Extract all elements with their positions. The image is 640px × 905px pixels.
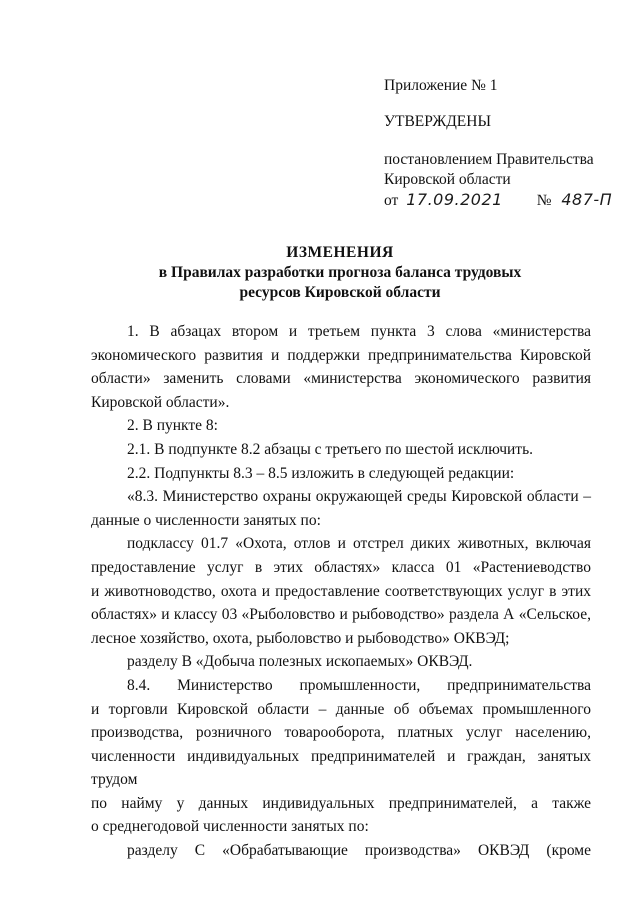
approved-label: УТВЕРЖДЕНЫ <box>384 113 491 130</box>
paragraph-8-line-1 <box>91 674 591 698</box>
paragraph-1-line-1: 1. В абзацах втором и третьем пункта 3 слова «министерства <box>127 323 591 340</box>
paragraph-8-line-4: численности индивидуальных предпринимателей и граждан, занятых трудом <box>91 747 591 789</box>
paragraph-8-word: промышленности, <box>299 676 421 694</box>
paragraph-8-word: 8.4. <box>127 676 151 694</box>
paragraph-9-word: ОКВЭД <box>477 842 530 860</box>
paragraph-8-line-6: о среднегодовой численности занятых по: <box>91 818 369 836</box>
paragraph-6-line-4: областях» и классу 03 «Рыболовство и рыбоводство» раздела А «Сельское, <box>91 606 591 624</box>
title-line-1: ИЗМЕНЕНИЯ <box>286 244 394 261</box>
paragraph-8-word: предпринимательства <box>447 676 591 694</box>
approval-block <box>384 76 614 211</box>
from-label: от <box>384 192 399 209</box>
document-body <box>91 320 591 863</box>
paragraph-7: разделу B «Добыча полезных ископаемых» ОКВЭД. <box>127 653 473 671</box>
paragraph-8-line-2: и торговли Кировской области – данные об объемах промышленного <box>91 700 591 718</box>
paragraph-3: 2.1. В подпункте 8.2 абзацы с третьего по шестой исключить. <box>127 440 534 458</box>
paragraph-8-word: Министерство <box>177 676 273 694</box>
decree-line-1: постановлением Правительства <box>384 151 594 168</box>
paragraph-5-line-2: данные о численности занятых по: <box>91 511 321 529</box>
number-label: № <box>536 192 552 209</box>
paragraph-4: 2.2. Подпункты 8.3 – 8.5 изложить в следующей редакции: <box>127 464 515 482</box>
paragraph-6-line-3: и животноводство, охота и предоставление соответствующих услуг в этих <box>91 582 591 600</box>
paragraph-1-line-4: Кировской области». <box>91 393 230 411</box>
paragraph-9-line-1 <box>91 839 591 863</box>
document-title <box>100 243 580 303</box>
paragraph-1-line-3: области» заменить словами «министерства экономического развития <box>91 370 591 388</box>
paragraph-6-line-1: подклассу 01.7 «Охота, отлов и отстрел диких животных, включая <box>127 535 591 553</box>
title-line-3: ресурсов Кировской области <box>239 284 441 301</box>
paragraph-9-word: «Обрабатывающие <box>222 842 348 860</box>
paragraph-9-word: (кроме <box>546 842 591 860</box>
paragraph-6-line-2: предоставление услуг в этих областях» класса 01 «Растениеводство <box>91 558 591 576</box>
handwritten-number: 487-П <box>561 190 613 209</box>
paragraph-9-word: производства» <box>364 842 461 860</box>
handwritten-date: 17.09.2021 <box>406 190 503 209</box>
decree-date-number-line <box>384 190 614 211</box>
decree-line-2: Кировской области <box>384 171 511 188</box>
paragraph-8-line-5: по найму у данных индивидуальных предпринимателей, а также <box>91 794 591 812</box>
paragraph-2: 2. В пункте 8: <box>127 417 218 435</box>
paragraph-9-word: разделу <box>127 842 178 860</box>
paragraph-5-line-1: «8.3. Министерство охраны окружающей среды Кировской области – <box>127 488 591 506</box>
paragraph-9-word: C <box>194 842 206 860</box>
paragraph-1-line-2: экономического развития и поддержки предпринимательства Кировской <box>91 346 591 364</box>
appendix-label: Приложение № 1 <box>384 77 498 94</box>
title-line-2: в Правилах разработки прогноза баланса трудовых <box>158 264 522 281</box>
paragraph-6-line-5: лесное хозяйство, охота, рыболовство и рыбоводство» ОКВЭД; <box>91 629 510 647</box>
paragraph-8-line-3: производства, розничного товарооборота, платных услуг населению, <box>91 724 591 742</box>
